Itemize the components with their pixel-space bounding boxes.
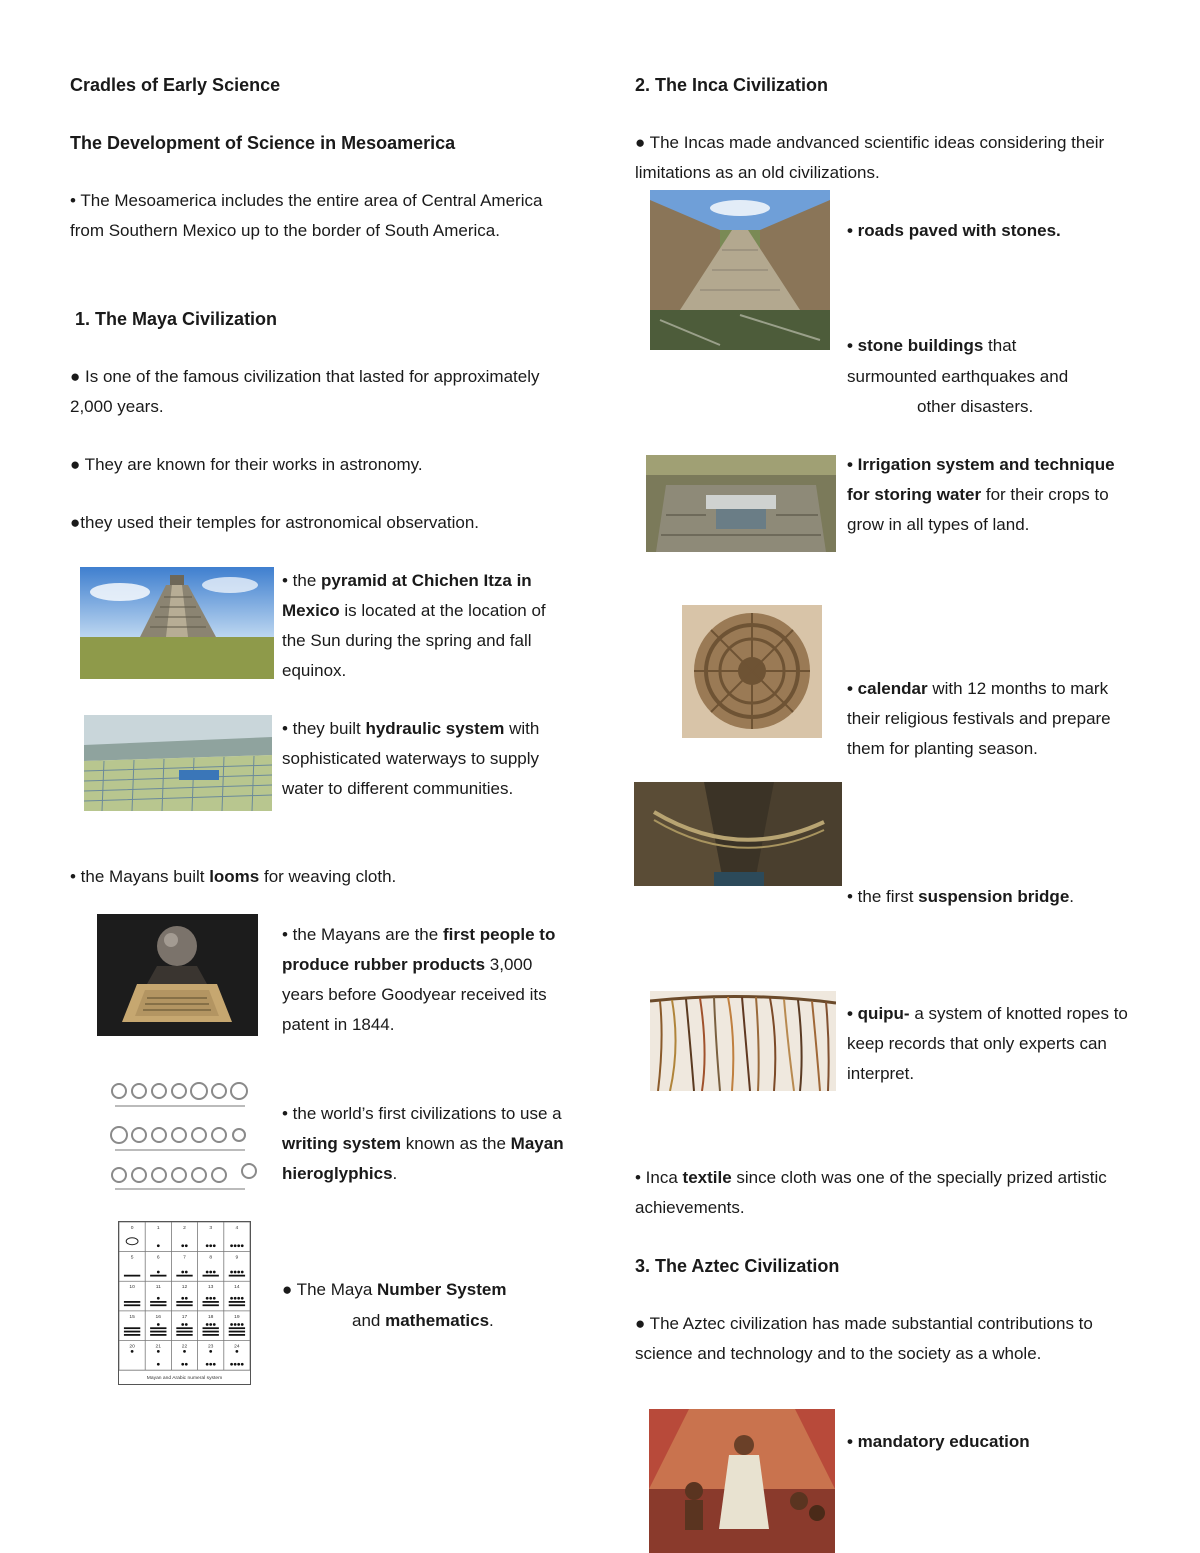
pyramid-text-bold: pyramid at Chichen Itza in Mexico bbox=[282, 571, 532, 620]
maya-number-cell bbox=[206, 1343, 216, 1365]
bridge-text-post: . bbox=[1069, 887, 1075, 906]
number-text-pre: ● The Maya bbox=[282, 1280, 377, 1299]
number-table-caption: Mayan and Arabic numeral system bbox=[146, 1376, 223, 1382]
section-subtitle: The Development of Science in Mesoamerica bbox=[70, 133, 456, 153]
maya-number-cell bbox=[229, 1314, 245, 1336]
chichen-itza-image bbox=[80, 567, 274, 679]
stone-road-image bbox=[650, 190, 830, 350]
writing-text-post: . bbox=[392, 1164, 398, 1183]
maya-number-cell bbox=[181, 1225, 187, 1247]
quipu-text bbox=[847, 999, 1137, 1089]
svg-text:22: 22 bbox=[181, 1344, 188, 1350]
svg-text:17: 17 bbox=[181, 1314, 188, 1320]
maya-heading: 1. The Maya Civilization bbox=[75, 309, 278, 329]
number-text-bold-2: mathematics bbox=[385, 1311, 490, 1330]
maya-number-cell bbox=[230, 1343, 243, 1365]
svg-text:21: 21 bbox=[155, 1344, 162, 1350]
maya-number-cell bbox=[150, 1255, 166, 1277]
mesoamerica-intro: • The Mesoamerica includes the entire area of Central America from Southern Mexico up to the border of South America. bbox=[70, 191, 543, 240]
number-system-text bbox=[282, 1275, 572, 1305]
writing-text bbox=[282, 1099, 572, 1189]
maya-number-cell bbox=[126, 1225, 138, 1245]
pyramid-text bbox=[282, 566, 572, 686]
hydraulic-text bbox=[282, 714, 572, 804]
textile-text-post: since cloth was one of the specially prized artistic achievements. bbox=[635, 1168, 1107, 1217]
number-text-bold-1: Number System bbox=[377, 1280, 507, 1299]
calendar-text-bold: • calendar bbox=[847, 679, 928, 698]
looms-text bbox=[70, 862, 570, 892]
rubber-ball-image bbox=[97, 914, 258, 1036]
looms-text-pre: • the Mayans built bbox=[70, 867, 210, 886]
irrigation-text-bold: • Irrigation system and technique for storing water bbox=[847, 455, 1115, 504]
inca-intro: ● The Incas made andvanced scientific ideas considering their limitations as an old civilizations. bbox=[635, 133, 1105, 182]
textile-text-pre: • Inca bbox=[635, 1168, 683, 1187]
maya-bullet-2: ● They are known for their works in astronomy. bbox=[70, 455, 423, 474]
maya-number-cell bbox=[206, 1225, 216, 1247]
irrigation-image bbox=[646, 455, 836, 552]
doc-title: Cradles of Early Science bbox=[70, 75, 281, 95]
maya-number-cell bbox=[203, 1284, 219, 1306]
svg-text:2: 2 bbox=[183, 1225, 186, 1231]
suspension-bridge-image bbox=[634, 782, 842, 886]
aztec-intro: ● The Aztec civilization has made substantial contributions to science and technology and to the society as a whole. bbox=[635, 1314, 1093, 1363]
looms-text-bold: looms bbox=[209, 867, 260, 886]
rubber-text-post: 3,000 years before Goodyear received its patent in 1844. bbox=[282, 955, 547, 1034]
svg-text:13: 13 bbox=[207, 1285, 214, 1291]
number-system-text-line2 bbox=[352, 1306, 572, 1336]
bridge-text-pre: • the first bbox=[847, 887, 919, 906]
svg-text:24: 24 bbox=[234, 1344, 240, 1350]
aztec-heading: 3. The Aztec Civilization bbox=[635, 1256, 840, 1276]
hydraulic-system-image bbox=[84, 715, 272, 811]
svg-text:1: 1 bbox=[156, 1225, 160, 1231]
rubber-text-bold: first people to produce rubber products bbox=[282, 925, 556, 974]
svg-text:3: 3 bbox=[209, 1225, 213, 1231]
quipu-text-post: a system of knotted ropes to keep records that only experts can interpret. bbox=[847, 1004, 1128, 1083]
stone-buildings-line3: other disasters. bbox=[917, 397, 1034, 416]
svg-text:14: 14 bbox=[234, 1285, 240, 1291]
writing-text-mid: known as the bbox=[401, 1134, 511, 1153]
svg-text:16: 16 bbox=[155, 1314, 162, 1320]
svg-text:7: 7 bbox=[183, 1255, 186, 1261]
irrigation-text-post: for their crops to grow in all types of land. bbox=[847, 485, 1109, 534]
roads-text: • roads paved with stones. bbox=[847, 221, 1061, 240]
svg-text:18: 18 bbox=[207, 1314, 214, 1320]
inca-heading: 2. The Inca Civilization bbox=[635, 75, 829, 95]
hydraulic-text-post: with sophisticated waterways to supply water to different communities. bbox=[282, 719, 540, 798]
aztec-calendar-image bbox=[682, 605, 822, 738]
rubber-text bbox=[282, 920, 567, 1040]
svg-text:15: 15 bbox=[129, 1314, 135, 1320]
number-text-post: . bbox=[489, 1311, 494, 1330]
svg-text:0: 0 bbox=[130, 1225, 134, 1231]
maya-number-cell bbox=[181, 1343, 187, 1365]
aztec-education-image bbox=[649, 1409, 835, 1553]
maya-number-cell bbox=[124, 1284, 140, 1306]
maya-number-cell bbox=[150, 1314, 166, 1336]
maya-number-cell bbox=[124, 1255, 140, 1277]
svg-text:19: 19 bbox=[234, 1314, 240, 1320]
svg-text:12: 12 bbox=[181, 1285, 188, 1291]
hydraulic-text-pre: • they built bbox=[282, 719, 366, 738]
education-text: • mandatory education bbox=[847, 1432, 1030, 1451]
svg-text:20: 20 bbox=[129, 1344, 135, 1350]
stone-text-bold: • stone buildings bbox=[847, 336, 984, 355]
maya-number-cell bbox=[203, 1314, 219, 1336]
maya-number-cell bbox=[176, 1314, 192, 1336]
rubber-text-pre: • the Mayans are the bbox=[282, 925, 443, 944]
maya-number-cell bbox=[157, 1225, 160, 1247]
svg-text:10: 10 bbox=[129, 1285, 135, 1291]
maya-bullet-1: ● Is one of the famous civilization that lasted for approximately 2,000 years. bbox=[70, 367, 540, 416]
stone-buildings-line2: surmounted earthquakes and bbox=[847, 367, 1069, 386]
maya-number-cell bbox=[176, 1255, 192, 1277]
maya-number-cell bbox=[230, 1225, 243, 1247]
calendar-text bbox=[847, 674, 1132, 764]
maya-number-cell bbox=[203, 1255, 219, 1277]
writing-text-bold-1: writing system bbox=[282, 1134, 402, 1153]
textile-text bbox=[635, 1163, 1135, 1223]
pyramid-text-post: is located at the location of the Sun during the spring and fall equinox. bbox=[282, 601, 546, 680]
pyramid-text-pre: • the bbox=[282, 571, 322, 590]
stone-text-post: that bbox=[983, 336, 1017, 355]
number-text-mid: and bbox=[352, 1311, 386, 1330]
svg-text:4: 4 bbox=[235, 1225, 239, 1231]
maya-number-cell bbox=[156, 1343, 162, 1365]
quipu-text-bold: • quipu- bbox=[847, 1004, 910, 1023]
stone-buildings-text bbox=[847, 331, 1147, 361]
maya-number-cell bbox=[229, 1255, 245, 1277]
svg-text:11: 11 bbox=[155, 1285, 161, 1291]
maya-bullet-3: ●they used their temples for astronomical observation. bbox=[70, 513, 480, 532]
quipu-image bbox=[650, 991, 836, 1091]
svg-text:6: 6 bbox=[156, 1255, 160, 1261]
maya-number-cell bbox=[229, 1284, 245, 1306]
svg-text:5: 5 bbox=[130, 1255, 134, 1261]
maya-number-cell bbox=[129, 1343, 135, 1352]
calendar-text-post: with 12 months to mark their religious festivals and prepare them for planting season. bbox=[847, 679, 1111, 758]
writing-text-bold-2: Mayan hieroglyphics bbox=[282, 1134, 564, 1183]
textile-text-bold: textile bbox=[682, 1168, 732, 1187]
svg-text:9: 9 bbox=[235, 1255, 239, 1261]
maya-number-cell bbox=[124, 1314, 140, 1336]
hydraulic-text-bold: hydraulic system bbox=[365, 719, 505, 738]
maya-number-table-image bbox=[118, 1221, 251, 1385]
svg-text:8: 8 bbox=[209, 1255, 213, 1261]
irrigation-text bbox=[847, 450, 1137, 540]
maya-number-cell bbox=[176, 1284, 192, 1306]
writing-text-pre: • the world’s first civilizations to use a bbox=[282, 1104, 562, 1123]
bridge-text bbox=[847, 882, 1137, 912]
mayan-hieroglyphics-image bbox=[105, 1075, 260, 1195]
looms-text-post: for weaving cloth. bbox=[259, 867, 397, 886]
maya-number-cell bbox=[150, 1284, 166, 1306]
svg-text:23: 23 bbox=[207, 1344, 214, 1350]
bridge-text-bold: suspension bridge bbox=[918, 887, 1070, 906]
